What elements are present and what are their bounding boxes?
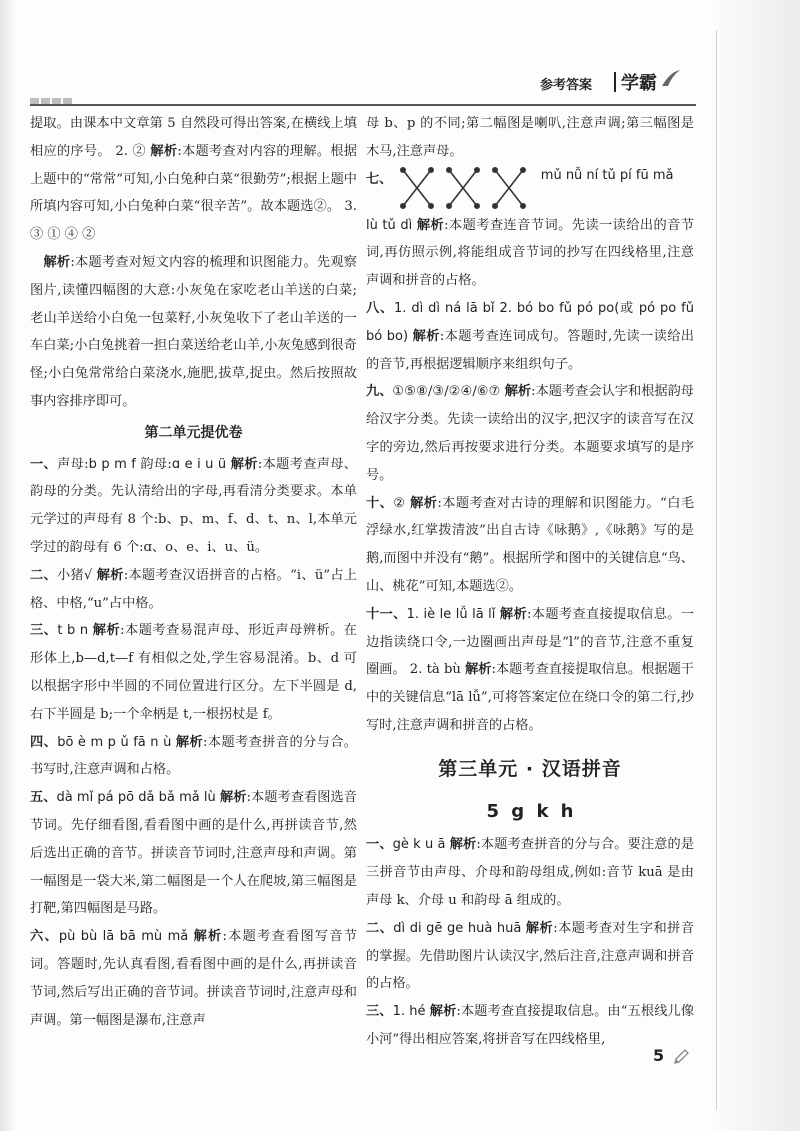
header-divider: [614, 72, 616, 92]
header-rule: [30, 104, 696, 106]
brand-logo: 学霸: [621, 73, 657, 94]
answer-item: 三、t b n 解析:本题考查易混声母、形近声母辨析。在形体上,b—d,t—f 有相似之处,学生容易混淆。b、d 可以根据字形中半圆的不同位置进行区分。左下半圆是 d,右下半圆是 b;一个伞柄是 t,一根拐杖是 f。: [30, 623, 357, 722]
answer-item: 六、pù bù lā bā mù mǎ 解析:本题考查看图写音节词。答题时,先认真看图,看看图中画的是什么,再拼读音节词,然后写出正确的音节词。拼读音节词时,注意声母和声调。第一幅图是瀑布,注意声: [30, 929, 357, 1028]
answer-paragraph: 母 b、p 的不同;第二幅图是喇叭,注意声调;第三幅图是木马,注意声母。: [366, 116, 694, 159]
unit-title: 第三单元 · 汉语拼音: [438, 757, 622, 780]
answer-item: 三、1. hé 解析:本题考查直接提取信息。由“五根线儿像小河”得出相应答案,将拼音写在四线格里,: [366, 1004, 695, 1047]
matching-lines-diagram: [399, 166, 531, 210]
answer-item: 一、gè k u ā 解析:本题考查拼音的分与合。要注意的是三拼音节由声母、介母和韵母组成,例如:音节 kuā 是由声母 k、介母 u 和韵母 ā 组成的。: [366, 837, 695, 908]
answer-number: 七、: [366, 171, 393, 187]
page-edge-shadow: [718, 0, 800, 1131]
page-edge-line: [716, 30, 717, 1110]
section-title: 第二单元提优卷: [144, 424, 243, 441]
answer-item: 五、dà mǐ pá pō dǎ bǎ mǎ lù 解析:本题考查看图选音节词。先仔细看图,看看图中画的是什么,再拼读音节,然后选出正确的音节。拼读音节词时,注意声母和声调。第一幅图是一袋大米,第二幅图是一个人在爬坡,第三幅图是打靶,第四幅图是马路。: [30, 790, 357, 917]
answer-item: 二、dì di gē ge huà huā 解析:本题考查对生字和拼音的掌握。先借助图片认读汉字,然后注音,注意声调和拼音的占格。: [366, 920, 695, 992]
answer-item: 九、①⑤⑧/③/②④/⑥⑦ 解析:本题考查会认字和根据韵母给汉字分类。先读一读给出的汉字,把汉字的读音写在汉字的旁边,然后再按要求进行分类。本题要求填写的是序号。: [366, 384, 694, 483]
header-decoration: [30, 90, 74, 109]
page-binding-shadow: [0, 0, 14, 1131]
lesson-title: 5 g k h: [486, 800, 574, 822]
answer-item: lù tǔ dì 解析:本题考查连音节词。先读一读给出的音节词,再仿照示例,将能组成音节词的抄写在四线格里,注意声调和拼音的占格。: [366, 217, 695, 289]
brand-swoosh-icon: [660, 68, 682, 94]
answer-item: 十、② 解析:本题考查对古诗的理解和识图能力。“白毛浮绿水,红掌拨清波”出自古诗《咏鹅》,《咏鹅》写的是鹅,而图中并没有“鹅”。根据所学和图中的关键信息“鸟、山、桃花”可知,本题选②。: [366, 495, 695, 594]
page-number: 5: [653, 1046, 665, 1065]
pencil-icon: [672, 1048, 690, 1070]
header-label: 参考答案: [540, 78, 593, 93]
matching-answer: [366, 166, 694, 212]
matching-pinyin: mǔ nǚ ní tǔ pí fū mǎ: [540, 168, 674, 184]
answer-paragraph: 解析:本题考查对短文内容的梳理和识图能力。先观察图片,读懂四幅图的大意:小灰兔在家吃老山羊送的白菜;老山羊送给小白兔一包菜籽,小灰兔收下了老山羊送的一车白菜;小白兔挑着一担白菜送给老山羊,小灰兔感到很奇怪;小白兔常常给白菜浇水,施肥,拔草,捉虫。然后按照故事内容排序即可。: [30, 254, 357, 409]
answer-item: 二、小猪√ 解析:本题考查汉语拼音的占格。“i、ü”占上格、中格,“u”占中格。: [30, 567, 358, 611]
answer-item: 四、bō è m p ǔ fā n ù 解析:本题考查拼音的分与合。书写时,注意声调和占格。: [30, 734, 357, 778]
answer-item: 一、声母:b p m f 韵母:ɑ e i u ü 解析:本题考查声母、韵母的分类。先认清给出的字母,再看清分类要求。本单元学过的声母有 8 个:b、p、m、f、d、t、n、l,本单元学过的韵母有 6 个:ɑ、o、e、i、u、ü。: [30, 456, 357, 555]
answer-item: 八、1. dì dì ná lā bǐ 2. bó bo fǔ pó po(或 pó po fǔ bó bo) 解析:本题考查连词成句。答题时,先读一读给出的音节,再根据逻辑顺序来组织句子。: [366, 300, 695, 372]
answer-item: 十一、1. iè le lǚ lā lǐ 解析:本题考查直接提取信息。一边指读绕口令,一边圈画出声母是“l”的音节,注意不重复圈画。 2. tà bù 解析:本题考查直接提取信息。根据题干中的关键信息“lā lǚ”,可将答案定位在绕口令的第二行,抄写时,注意声调和拼音的占格。: [366, 606, 695, 733]
answer-paragraph: 提取。由课本中文章第 5 自然段可得出答案,在横线上填相应的序号。 2. ② 解析:本题考查对内容的理解。根据上题中的“常常”可知,小白兔种白菜“很勤劳”;根据上题中所填内容可知,小白兔种白菜“很辛苦”。故本题选②。 3. ③ ① ④ ②: [30, 116, 357, 243]
left-column: [30, 110, 357, 1034]
right-column: [366, 110, 694, 1054]
